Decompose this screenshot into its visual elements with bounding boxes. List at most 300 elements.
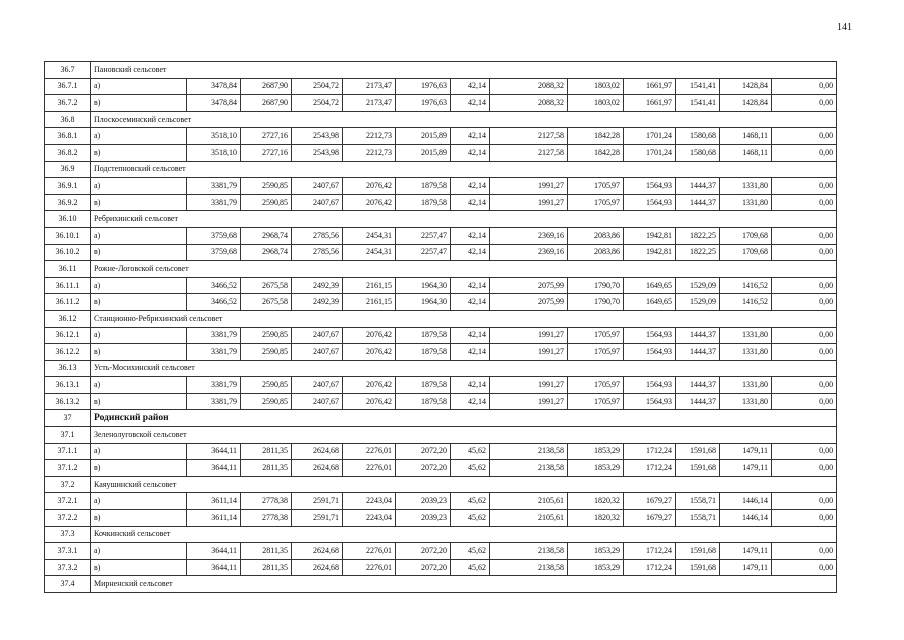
value-cell: 3759,68 [187,227,241,244]
table-row [45,393,837,410]
value-cell: 3466,52 [187,294,241,311]
row-label: а) [91,277,187,294]
row-label: в) [91,294,187,311]
value-cell: 42,14 [451,244,490,261]
row-label: а) [91,543,187,560]
value-cell: 2590,85 [241,327,292,344]
value-cell: 1331,80 [720,377,772,394]
row-code: 37.4 [45,576,91,593]
value-cell: 42,14 [451,393,490,410]
value-cell: 1444,37 [676,377,720,394]
section-name: Подстепновский сельсовет [91,161,837,178]
value-cell: 1709,68 [720,244,772,261]
value-cell: 1879,58 [396,393,451,410]
value-cell: 0,00 [772,277,837,294]
value-cell: 2543,98 [292,144,343,161]
row-label: а) [91,493,187,510]
value-cell: 2138,58 [490,543,568,560]
value-cell: 2076,42 [343,327,396,344]
value-cell: 1416,52 [720,277,772,294]
row-code: 36.13 [45,360,91,377]
section-row [45,476,837,493]
row-label: а) [91,227,187,244]
value-cell: 2015,89 [396,144,451,161]
value-cell: 2407,67 [292,327,343,344]
value-cell: 1853,29 [568,443,624,460]
value-cell: 2624,68 [292,543,343,560]
table-row [45,128,837,145]
value-cell: 2212,73 [343,128,396,145]
value-cell: 1803,02 [568,95,624,112]
value-cell: 1712,24 [624,559,676,576]
table-row [45,510,837,527]
value-cell: 2083,86 [568,244,624,261]
value-cell: 0,00 [772,144,837,161]
table-row [45,327,837,344]
value-cell: 1558,71 [676,510,720,527]
value-cell: 1331,80 [720,194,772,211]
value-cell: 1428,84 [720,78,772,95]
row-label: в) [91,194,187,211]
value-cell: 42,14 [451,178,490,195]
value-cell: 1541,41 [676,95,720,112]
value-cell: 2076,42 [343,393,396,410]
table-row [45,194,837,211]
value-cell: 1705,97 [568,327,624,344]
row-label: а) [91,128,187,145]
value-cell: 2072,20 [396,460,451,477]
value-cell: 1580,68 [676,144,720,161]
value-cell: 1822,25 [676,227,720,244]
value-cell: 3644,11 [187,460,241,477]
value-cell: 0,00 [772,327,837,344]
value-cell: 3644,11 [187,543,241,560]
value-cell: 2072,20 [396,543,451,560]
row-code: 37.3.1 [45,543,91,560]
row-label: в) [91,344,187,361]
value-cell: 2407,67 [292,178,343,195]
value-cell: 1591,68 [676,559,720,576]
value-cell: 42,14 [451,294,490,311]
value-cell: 0,00 [772,559,837,576]
value-cell: 0,00 [772,227,837,244]
value-cell: 1842,28 [568,144,624,161]
value-cell: 1879,58 [396,194,451,211]
value-cell: 0,00 [772,95,837,112]
table-row [45,543,837,560]
value-cell: 1661,97 [624,78,676,95]
value-cell: 2811,35 [241,543,292,560]
section-row [45,360,837,377]
value-cell: 2072,20 [396,559,451,576]
value-cell: 3381,79 [187,194,241,211]
value-cell: 1649,65 [624,294,676,311]
value-cell: 1853,29 [568,460,624,477]
value-cell: 1803,02 [568,78,624,95]
value-cell: 1820,32 [568,493,624,510]
section-row [45,211,837,228]
value-cell: 1853,29 [568,559,624,576]
row-label: в) [91,393,187,410]
value-cell: 2590,85 [241,194,292,211]
section-name: Плоскосеминский сельсовет [91,111,837,128]
value-cell: 3644,11 [187,559,241,576]
value-cell: 1479,11 [720,460,772,477]
value-cell: 1991,27 [490,178,568,195]
value-cell: 2039,23 [396,510,451,527]
value-cell: 2778,38 [241,510,292,527]
value-cell: 42,14 [451,128,490,145]
value-cell: 1564,93 [624,327,676,344]
value-cell: 45,62 [451,559,490,576]
row-code: 36.11.1 [45,277,91,294]
value-cell: 1879,58 [396,377,451,394]
section-row [45,427,837,444]
value-cell: 1964,30 [396,294,451,311]
row-code: 36.7 [45,62,91,79]
value-cell: 45,62 [451,443,490,460]
section-row [45,526,837,543]
value-cell: 2785,56 [292,244,343,261]
value-cell: 2015,89 [396,128,451,145]
value-cell: 1790,70 [568,277,624,294]
value-cell: 2454,31 [343,227,396,244]
value-cell: 2407,67 [292,194,343,211]
row-code: 36.10.1 [45,227,91,244]
value-cell: 2257,47 [396,227,451,244]
value-cell: 3611,14 [187,510,241,527]
value-cell: 1580,68 [676,128,720,145]
value-cell: 2407,67 [292,344,343,361]
value-cell: 3381,79 [187,327,241,344]
section-row [45,62,837,79]
value-cell: 1444,37 [676,327,720,344]
value-cell: 2504,72 [292,95,343,112]
value-cell: 1468,11 [720,144,772,161]
row-code: 36.8 [45,111,91,128]
value-cell: 1991,27 [490,377,568,394]
value-cell: 1701,24 [624,144,676,161]
table-row [45,178,837,195]
value-cell: 1479,11 [720,543,772,560]
section-row [45,310,837,327]
value-cell: 1416,52 [720,294,772,311]
value-cell: 2785,56 [292,227,343,244]
value-cell: 1558,71 [676,493,720,510]
value-cell: 0,00 [772,460,837,477]
value-cell: 2127,58 [490,128,568,145]
district-name: Родинский район [91,410,837,427]
value-cell: 1468,11 [720,128,772,145]
row-code: 37.3.2 [45,559,91,576]
value-cell: 2257,47 [396,244,451,261]
value-cell: 1705,97 [568,194,624,211]
value-cell: 2243,04 [343,493,396,510]
value-cell: 1331,80 [720,393,772,410]
value-cell: 42,14 [451,78,490,95]
row-label: а) [91,443,187,460]
value-cell: 2127,58 [490,144,568,161]
row-code: 36.10 [45,211,91,228]
value-cell: 0,00 [772,377,837,394]
value-cell: 1991,27 [490,194,568,211]
value-cell: 2072,20 [396,443,451,460]
section-name: Каяушинский сельсовет [91,476,837,493]
row-code: 36.7.2 [45,95,91,112]
value-cell: 1879,58 [396,327,451,344]
value-cell: 42,14 [451,277,490,294]
value-cell: 1446,14 [720,493,772,510]
value-cell: 2276,01 [343,443,396,460]
table-row [45,95,837,112]
value-cell: 2591,71 [292,510,343,527]
row-code: 36.9.2 [45,194,91,211]
value-cell: 2727,16 [241,144,292,161]
value-cell: 42,14 [451,344,490,361]
value-cell: 2039,23 [396,493,451,510]
value-cell: 1331,80 [720,344,772,361]
value-cell: 2276,01 [343,559,396,576]
value-cell: 1591,68 [676,460,720,477]
value-cell: 2369,16 [490,227,568,244]
row-code: 36.12 [45,310,91,327]
value-cell: 3478,84 [187,78,241,95]
value-cell: 2968,74 [241,244,292,261]
value-cell: 0,00 [772,178,837,195]
row-code: 37.2.1 [45,493,91,510]
district-row [45,410,837,427]
value-cell: 1444,37 [676,194,720,211]
value-cell: 0,00 [772,344,837,361]
table-row [45,344,837,361]
value-cell: 2454,31 [343,244,396,261]
value-cell: 1879,58 [396,178,451,195]
table-row [45,277,837,294]
value-cell: 2105,61 [490,493,568,510]
row-code: 37.1.2 [45,460,91,477]
value-cell: 1444,37 [676,393,720,410]
value-cell: 2138,58 [490,559,568,576]
value-cell: 2492,39 [292,294,343,311]
value-cell: 2088,32 [490,95,568,112]
value-cell: 3478,84 [187,95,241,112]
value-cell: 1446,14 [720,510,772,527]
value-cell: 2105,61 [490,510,568,527]
value-cell: 0,00 [772,294,837,311]
section-name: Мирненский сельсовет [91,576,837,593]
section-row [45,261,837,278]
value-cell: 1444,37 [676,344,720,361]
row-label: в) [91,460,187,477]
section-row [45,111,837,128]
value-cell: 0,00 [772,443,837,460]
value-cell: 1976,63 [396,78,451,95]
value-cell: 1705,97 [568,377,624,394]
value-cell: 2075,99 [490,277,568,294]
value-cell: 1591,68 [676,543,720,560]
row-code: 37 [45,410,91,427]
value-cell: 2675,58 [241,277,292,294]
value-cell: 2675,58 [241,294,292,311]
value-cell: 3759,68 [187,244,241,261]
row-label: а) [91,377,187,394]
row-code: 36.12.2 [45,344,91,361]
value-cell: 2243,04 [343,510,396,527]
row-label: в) [91,144,187,161]
value-cell: 2624,68 [292,559,343,576]
value-cell: 1942,81 [624,227,676,244]
value-cell: 0,00 [772,510,837,527]
value-cell: 2590,85 [241,377,292,394]
page-number: 141 [837,22,852,33]
value-cell: 45,62 [451,493,490,510]
value-cell: 1564,93 [624,344,676,361]
value-cell: 0,00 [772,194,837,211]
value-cell: 2492,39 [292,277,343,294]
table-row [45,460,837,477]
value-cell: 2161,15 [343,294,396,311]
value-cell: 3381,79 [187,393,241,410]
row-code: 37.2 [45,476,91,493]
value-cell: 2212,73 [343,144,396,161]
value-cell: 2173,47 [343,95,396,112]
section-name: Усть-Мосихинский сельсовет [91,360,837,377]
row-code: 36.13.2 [45,393,91,410]
value-cell: 1331,80 [720,327,772,344]
row-label: в) [91,95,187,112]
value-cell: 2076,42 [343,178,396,195]
row-code: 36.11.2 [45,294,91,311]
value-cell: 2687,90 [241,78,292,95]
value-cell: 1701,24 [624,128,676,145]
value-cell: 1679,27 [624,493,676,510]
value-cell: 3466,52 [187,277,241,294]
value-cell: 1564,93 [624,194,676,211]
value-cell: 0,00 [772,128,837,145]
value-cell: 2076,42 [343,194,396,211]
value-cell: 1709,68 [720,227,772,244]
table-row [45,227,837,244]
value-cell: 2591,71 [292,493,343,510]
row-code: 37.1 [45,427,91,444]
section-name: Ребрихинский сельсовет [91,211,837,228]
row-code: 37.1.1 [45,443,91,460]
row-code: 37.2.2 [45,510,91,527]
value-cell: 1712,24 [624,543,676,560]
value-cell: 1529,09 [676,277,720,294]
section-row [45,576,837,593]
value-cell: 2173,47 [343,78,396,95]
value-cell: 3381,79 [187,377,241,394]
value-cell: 2687,90 [241,95,292,112]
value-cell: 1479,11 [720,559,772,576]
value-cell: 1705,97 [568,344,624,361]
value-cell: 2811,35 [241,443,292,460]
value-cell: 3518,10 [187,128,241,145]
value-cell: 45,62 [451,460,490,477]
row-code: 36.11 [45,261,91,278]
value-cell: 2811,35 [241,559,292,576]
row-label: в) [91,510,187,527]
table-row [45,144,837,161]
row-label: в) [91,559,187,576]
row-code: 36.8.2 [45,144,91,161]
table-row [45,443,837,460]
value-cell: 2590,85 [241,344,292,361]
value-cell: 42,14 [451,377,490,394]
value-cell: 0,00 [772,543,837,560]
value-cell: 2083,86 [568,227,624,244]
value-cell: 2369,16 [490,244,568,261]
value-cell: 3518,10 [187,144,241,161]
section-name: Рожне-Логовской сельсовет [91,261,837,278]
value-cell: 42,14 [451,144,490,161]
section-name: Зеленолуговской сельсовет [91,427,837,444]
value-cell: 42,14 [451,227,490,244]
value-cell: 1428,84 [720,95,772,112]
value-cell: 3611,14 [187,493,241,510]
value-cell: 0,00 [772,78,837,95]
value-cell: 2138,58 [490,460,568,477]
value-cell: 2407,67 [292,393,343,410]
row-code: 36.13.1 [45,377,91,394]
value-cell: 1564,93 [624,377,676,394]
value-cell: 2543,98 [292,128,343,145]
value-cell: 2624,68 [292,460,343,477]
value-cell: 1942,81 [624,244,676,261]
value-cell: 1991,27 [490,344,568,361]
row-label: а) [91,78,187,95]
value-cell: 3644,11 [187,443,241,460]
value-cell: 1705,97 [568,393,624,410]
row-code: 36.9.1 [45,178,91,195]
value-cell: 1820,32 [568,510,624,527]
row-label: а) [91,327,187,344]
tariff-table [44,61,837,593]
value-cell: 1712,24 [624,443,676,460]
value-cell: 0,00 [772,244,837,261]
value-cell: 2624,68 [292,443,343,460]
value-cell: 1705,97 [568,178,624,195]
section-row [45,161,837,178]
value-cell: 2088,32 [490,78,568,95]
row-code: 36.7.1 [45,78,91,95]
row-code: 36.8.1 [45,128,91,145]
value-cell: 1679,27 [624,510,676,527]
value-cell: 0,00 [772,393,837,410]
value-cell: 42,14 [451,327,490,344]
value-cell: 1842,28 [568,128,624,145]
value-cell: 1331,80 [720,178,772,195]
value-cell: 2811,35 [241,460,292,477]
value-cell: 1964,30 [396,277,451,294]
value-cell: 1661,97 [624,95,676,112]
value-cell: 2276,01 [343,543,396,560]
section-name: Пановский сельсовет [91,62,837,79]
value-cell: 2968,74 [241,227,292,244]
row-label: в) [91,244,187,261]
value-cell: 1712,24 [624,460,676,477]
value-cell: 0,00 [772,493,837,510]
value-cell: 2590,85 [241,393,292,410]
value-cell: 1991,27 [490,327,568,344]
table-row [45,244,837,261]
value-cell: 1853,29 [568,543,624,560]
value-cell: 45,62 [451,543,490,560]
value-cell: 1991,27 [490,393,568,410]
value-cell: 2276,01 [343,460,396,477]
value-cell: 1649,65 [624,277,676,294]
